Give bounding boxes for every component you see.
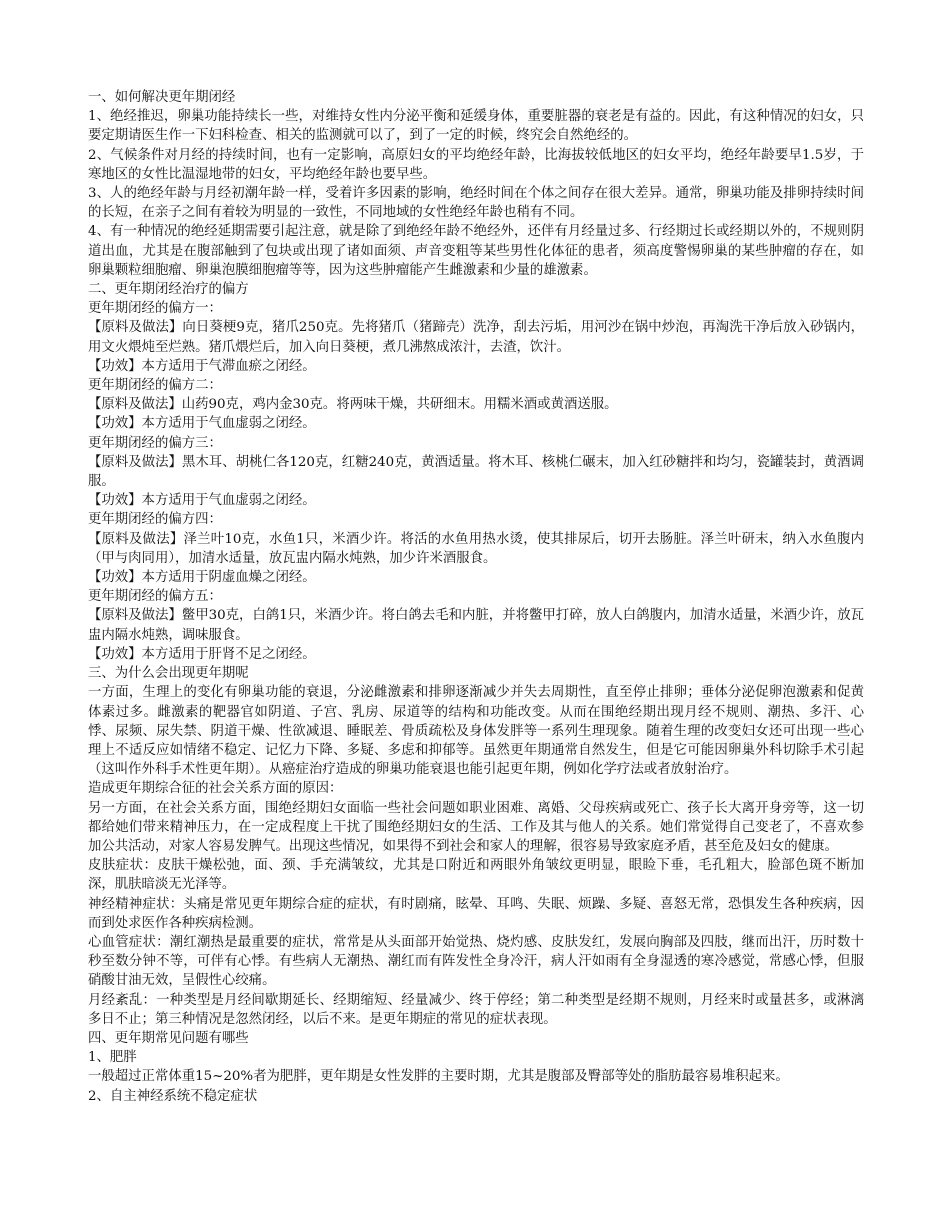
paragraph: 一般超过正常体重15~20%者为肥胖，更年期是女性发胖的主要时期，尤其是腹部及臀部等处的脂肪最容易堆积起来。	[88, 1069, 789, 1085]
remedy-effect: 【功效】本方适用于阴虚血燥之闭经。	[88, 570, 316, 586]
remedy-effect: 【功效】本方适用于气血虚弱之闭经。	[88, 416, 316, 432]
remedy-title: 更年期闭经的偏方三：	[88, 435, 222, 451]
remedy-ingredients: 【原料及做法】向日葵梗9克，猪爪250克。先将猪爪（猪蹄壳）洗净，刮去污垢，用河沙在锅中炒泡，再淘洗干净后放入砂锅内，用文火煨炖至烂熟。猪爪煨烂后，加入向日葵梗，煮几沸熬成浓汁，去渣，饮汁。	[88, 320, 864, 355]
remedy-ingredients: 【原料及做法】泽兰叶10克，水鱼1只，米酒少许。将活的水鱼用热水烫，使其排尿后，切开去肠脏。泽兰叶研末，纳入水鱼腹内（甲与肉同用），加清水适量，放瓦盅内隔水炖熟，加少许米酒服食。	[88, 531, 864, 566]
symptom-paragraph: 皮肤症状：皮肤干燥松弛，面、颈、手充满皱纹，尤其是口附近和两眼外角皱纹更明显，眼睑下垂，毛孔粗大，脸部色斑不断加深，肌肤暗淡无光泽等。	[88, 858, 864, 893]
subheading: 1、肥胖	[88, 1050, 137, 1066]
remedy-effect: 【功效】本方适用于气血虚弱之闭经。	[88, 493, 316, 509]
section-heading-4: 四、更年期常见问题有哪些	[88, 1030, 249, 1046]
paragraph: 造成更年期综合征的社会关系方面的原因：	[88, 781, 343, 797]
paragraph: 2、气候条件对月经的持续时间，也有一定影响，高原妇女的平均绝经年龄，比海拔较低地区的妇女平均，绝经年龄要早1.5岁，于寒地区的女性比温湿地带的妇女，平均绝经年龄也要早些。	[88, 147, 864, 182]
remedy-title: 更年期闭经的偏方二：	[88, 378, 222, 394]
section-heading-3: 三、为什么会出现更年期呢	[88, 666, 249, 682]
symptom-paragraph: 心血管症状：潮红潮热是最重要的症状，常常是从头面部开始觉热、烧灼感、皮肤发红，发展向胸部及四肢，继而出汗，历时数十秒至数分钟不等，可伴有心悸。有些病人无潮热、潮红而有阵发性全身冷汗，病人汗如雨有全身湿透的寒冷感觉，常感心悸，但服硝酸甘油无效，呈假性心绞痛。	[88, 934, 864, 989]
section-heading-1: 一、如何解决更年期闭经	[88, 90, 236, 105]
paragraph: 4、有一种情况的绝经延期需要引起注意，就是除了到绝经年龄不绝经外，还伴有月经量过多、行经期过长或经期以外的，不规则阴道出血，尤其是在腹部触到了包块或出现了诸如面须、声音变粗等某些男性化体征的患者，须高度警惕卵巢的某些肿瘤的存在，如卵巢颗粒细胞瘤、卵巢泡膜细胞瘤等等，因为这些肿瘤能产生雌激素和少量的雄激素。	[88, 224, 864, 278]
paragraph: 1、绝经推迟，卵巢功能持续长一些，对维持女性内分泌平衡和延缓身体，重要脏器的衰老是有益的。因此，有这种情况的妇女，只要定期请医生作一下妇科检查、相关的监测就可以了，到了一定的时候，终究会自然绝经的。	[88, 109, 864, 144]
remedy-effect: 【功效】本方适用于气滞血瘀之闭经。	[88, 358, 316, 374]
section-heading-2: 二、更年期闭经治疗的偏方	[88, 282, 249, 298]
remedy-ingredients: 【原料及做法】鳖甲30克，白鸽1只，米酒少许。将白鸽去毛和内脏，并将鳖甲打碎，放人白鸽腹内，加清水适量，米酒少许，放瓦盅内隔水炖熟，调味服食。	[88, 608, 864, 643]
remedy-ingredients: 【原料及做法】黑木耳、胡桃仁各120克，红糖240克，黄酒适量。将木耳、核桃仁碾末，加入红砂糖拌和均匀，瓷罐装封，黄酒调服。	[88, 454, 864, 490]
symptom-paragraph: 月经紊乱：一种类型是月经间歇期延长、经期缩短、经量减少、终于停经；第二种类型是经期不规则，月经来时或量甚多，或淋漓多日不止；第三种情况是忽然闭经，以后不来。是更年期症的常见的症状表现。	[88, 992, 864, 1027]
remedy-effect: 【功效】本方适用于肝肾不足之闭经。	[88, 646, 316, 662]
paragraph: 3、人的绝经年龄与月经初潮年龄一样，受着许多因素的影响，绝经时间在个体之间存在很大差异。通常，卵巢功能及排卵持续时间的长短，在亲子之间有着较为明显的一致性，不同地域的女性绝经年龄也稍有不同。	[88, 186, 864, 221]
remedy-title: 更年期闭经的偏方一：	[88, 301, 222, 317]
document-page	[88, 88, 864, 1106]
remedy-title: 更年期闭经的偏方四：	[88, 512, 222, 528]
paragraph: 一方面，生理上的变化有卵巢功能的衰退，分泌雌激素和排卵逐渐减少并失去周期性，直至停止排卵；垂体分泌促卵泡激素和促黄体素过多。雌激素的靶器官如阴道、子宫、乳房、尿道等的结构和功能改变。从而在围绝经期出现月经不规则、潮热、多汗、心悸、尿频、尿失禁、阴道干燥、性欲减退、睡眠差、骨质疏松及身体发胖等一系列生理现象。随着生理的改变妇女还可出现一些心理上不适反应如情绪不稳定、记忆力下降、多疑、多虑和抑郁等。虽然更年期通常自然发生，但是它可能因卵巢外科切除手术引起（这叫作外科手术性更年期）。从癌症治疗造成的卵巢功能衰退也能引起更年期，例如化学疗法或者放射治疗。	[88, 685, 864, 778]
remedy-title: 更年期闭经的偏方五：	[88, 589, 222, 605]
paragraph: 另一方面，在社会关系方面，围绝经期妇女面临一些社会问题如职业困难、离婚、父母疾病或死亡、孩子长大离开身旁等，这一切都给她们带来精神压力，在一定成程度上干扰了围绝经期妇女的生活、工作及其与他人的关系。她们常觉得自己变老了，不喜欢参加公共活动，对家人容易发脾气。出现这些情况，如果得不到社会和家人的理解，很容易导致家庭矛盾，甚至危及妇女的健康。	[88, 800, 864, 854]
symptom-paragraph: 神经精神症状：头痛是常见更年期综合症的症状，有时剧痛，眩晕、耳鸣、失眠、烦躁、多疑、喜怒无常，恐惧发生各种疾病，因而到处求医作各种疾病检测。	[88, 896, 864, 931]
remedy-ingredients: 【原料及做法】山药90克，鸡内金30克。将两味干燥，共研细末。用糯米酒或黄酒送服。	[88, 397, 618, 413]
subheading: 2、自主神经系统不稳定症状	[88, 1088, 258, 1104]
